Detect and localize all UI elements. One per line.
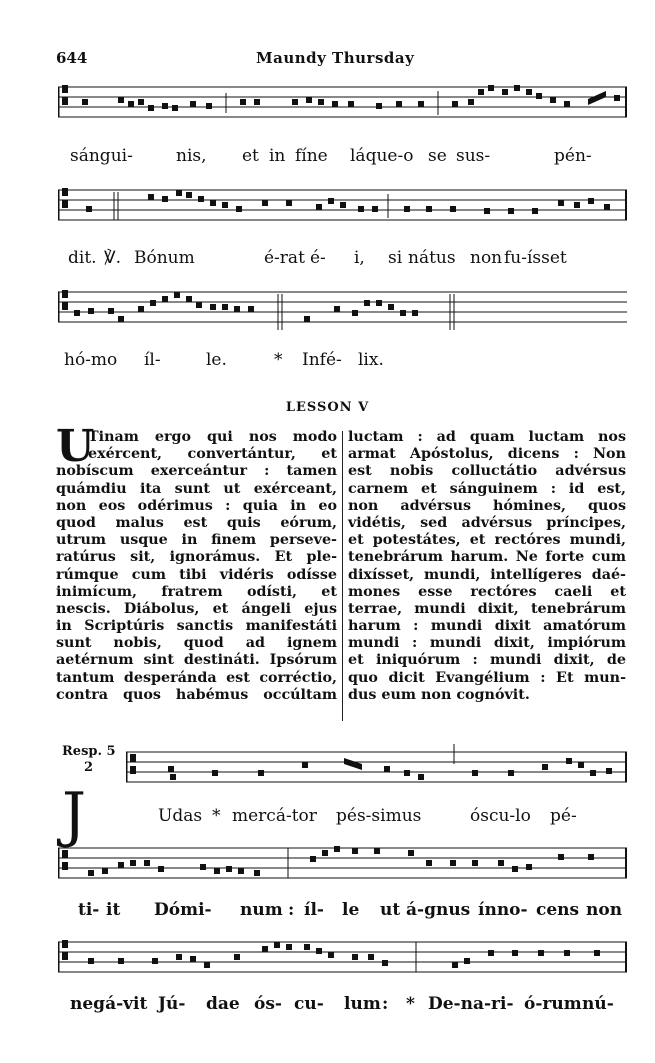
text-line: exércent, convertántur, et bbox=[88, 446, 337, 463]
syllable: é- bbox=[310, 248, 326, 268]
syllable: nátus bbox=[408, 248, 456, 268]
versicle-icon: ℣. bbox=[104, 248, 122, 268]
text-line: vidétis, sed advérsus príncipes, bbox=[348, 514, 626, 531]
syllable: Bónum bbox=[134, 248, 195, 268]
text-line: tantum desperánda est corréctio, bbox=[56, 669, 337, 686]
text-line: non eos odérimus : quia in eo bbox=[56, 497, 337, 514]
syllable: é-rat bbox=[264, 248, 305, 268]
text-line: quod malus est quis eórum, bbox=[56, 514, 337, 531]
staff-notation-2 bbox=[58, 178, 627, 238]
syllable: íl- bbox=[304, 900, 324, 920]
initial-letter: J bbox=[62, 780, 87, 850]
music-staff-5 bbox=[58, 836, 627, 896]
syllable: ó-rum bbox=[524, 994, 582, 1014]
staff-notation-4 bbox=[126, 740, 627, 800]
syllable: Infé- bbox=[302, 350, 342, 370]
syllable: le bbox=[342, 900, 360, 920]
syllable: nú- bbox=[582, 994, 614, 1014]
staff-notation-5 bbox=[58, 836, 627, 896]
responsory-label: Resp. 5 bbox=[62, 744, 116, 759]
music-staff-2 bbox=[58, 178, 627, 238]
text-line: est nobis colluctátio advérsus bbox=[348, 463, 626, 480]
syllable: cens bbox=[536, 900, 580, 920]
page-number: 644 bbox=[56, 49, 88, 67]
responsory-mode: 2 bbox=[84, 760, 94, 775]
syllable: ós- bbox=[254, 994, 282, 1014]
syllable: Udas bbox=[158, 806, 203, 826]
syllable: dit. bbox=[68, 248, 97, 268]
text-line: luctam : ad quam luctam nos bbox=[348, 429, 626, 445]
syllable: non bbox=[470, 248, 503, 268]
text-line: dixísset, mundi, intellígeres daé- bbox=[348, 566, 626, 583]
lyrics-row-6 bbox=[58, 994, 627, 1018]
text-line: ratúrus sit, ignorámus. Et ple- bbox=[56, 549, 337, 566]
lesson-right-column bbox=[348, 429, 626, 704]
asterisk: * bbox=[406, 994, 415, 1014]
lesson-heading: LESSON V bbox=[285, 400, 370, 415]
syllable: cu- bbox=[294, 994, 324, 1014]
staff-notation-3 bbox=[58, 280, 627, 340]
text-line: aetérnum sint destináti. Ipsórum bbox=[56, 652, 337, 669]
syllable: le. bbox=[206, 350, 227, 370]
lyrics-row-1 bbox=[58, 146, 627, 170]
syllable: óscu-lo bbox=[470, 806, 531, 826]
text-line: mundi : mundi dixit, impiórum bbox=[348, 635, 626, 652]
syllable: fu-ísset bbox=[504, 248, 567, 268]
lesson-left-column bbox=[56, 421, 337, 704]
syllable: negá-vit bbox=[70, 994, 148, 1014]
text-line: harum : mundi dixit amatórum bbox=[348, 618, 626, 635]
text-line: sunt nobis, quod ad ignem bbox=[56, 635, 337, 652]
text-line: terrae, mundi dixit, tenebrárum bbox=[348, 600, 626, 617]
syllable: non bbox=[586, 900, 623, 920]
text-line: quo dicit Evangélium : Et mun- bbox=[348, 669, 626, 686]
syllable: ti- bbox=[78, 900, 100, 920]
syllable: lix. bbox=[358, 350, 384, 370]
asterisk: * bbox=[274, 350, 283, 370]
lyrics-row-2 bbox=[58, 248, 627, 272]
syllable: i, bbox=[354, 248, 365, 268]
syllable: mercá-tor bbox=[232, 806, 317, 826]
text-line: in Scriptúris sanctis manifestáti bbox=[56, 618, 337, 635]
music-staff-1 bbox=[58, 75, 627, 135]
text-line: et iniquórum : mundi dixit, de bbox=[348, 652, 626, 669]
syllable: De-na-ri- bbox=[428, 994, 514, 1014]
page-title: Maundy Thursday bbox=[256, 49, 415, 67]
syllable: á-gnus bbox=[406, 900, 471, 920]
syllable: Jú- bbox=[158, 994, 186, 1014]
text-line: utrum usque in finem perseve- bbox=[56, 532, 337, 549]
syllable: íl- bbox=[144, 350, 161, 370]
syllable: nis, bbox=[176, 146, 207, 166]
staff-notation-1 bbox=[58, 75, 627, 135]
asterisk: * bbox=[212, 806, 221, 826]
text-line: non advérsus hómines, quos bbox=[348, 497, 626, 514]
text-line: contra quos habémus occúltam bbox=[56, 686, 337, 703]
syllable: it bbox=[106, 900, 121, 920]
syllable: dae bbox=[206, 994, 240, 1014]
text-line: tenebrárum harum. Ne forte cum bbox=[348, 549, 626, 566]
syllable: láque-o bbox=[350, 146, 414, 166]
lyrics-row-4 bbox=[58, 806, 627, 830]
syllable: ut bbox=[380, 900, 401, 920]
text-line: Tinam ergo qui nos modo bbox=[88, 429, 337, 445]
text-line: nobíscum exerceántur : tamen bbox=[56, 463, 337, 480]
dropcap-letter: U bbox=[56, 421, 95, 472]
syllable: : bbox=[288, 900, 295, 920]
syllable: et bbox=[242, 146, 259, 166]
syllable: lum bbox=[344, 994, 381, 1014]
syllable: sángui- bbox=[70, 146, 133, 166]
music-staff-6 bbox=[58, 930, 627, 990]
text-line: et potestátes, et rectóres mundi, bbox=[348, 532, 626, 549]
syllable: si bbox=[388, 248, 403, 268]
syllable: pén- bbox=[554, 146, 592, 166]
text-line: quámdiu ita sunt ut exérceant, bbox=[56, 480, 337, 497]
syllable: se bbox=[428, 146, 447, 166]
text-line: dus eum non cognóvit. bbox=[348, 686, 530, 703]
music-staff-4 bbox=[126, 740, 627, 800]
syllable: num bbox=[240, 900, 283, 920]
staff-notation-6 bbox=[58, 930, 627, 990]
text-line: armat Apóstolus, dicens : Non bbox=[348, 446, 626, 463]
lyrics-row-5 bbox=[58, 900, 627, 924]
syllable: sus- bbox=[456, 146, 491, 166]
text-line: rúmque cum tibi vidéris odísse bbox=[56, 566, 337, 583]
syllable: Dómi- bbox=[154, 900, 212, 920]
syllable: : bbox=[382, 994, 389, 1014]
syllable: pé- bbox=[550, 806, 577, 826]
column-divider bbox=[342, 431, 343, 721]
text-line: mones esse rectóres caeli et bbox=[348, 583, 626, 600]
syllable: ínno- bbox=[478, 900, 528, 920]
syllable: in bbox=[269, 146, 286, 166]
text-line: nescis. Diábolus, et ángeli ejus bbox=[56, 600, 337, 617]
lyrics-row-3 bbox=[58, 350, 627, 374]
syllable: fíne bbox=[295, 146, 328, 166]
text-line: inimícum, fratrem odísti, et bbox=[56, 583, 337, 600]
music-staff-3 bbox=[58, 280, 627, 340]
syllable: pés-simus bbox=[336, 806, 422, 826]
text-line: carnem et sánguinem : id est, bbox=[348, 480, 626, 497]
syllable: hó-mo bbox=[64, 350, 118, 370]
